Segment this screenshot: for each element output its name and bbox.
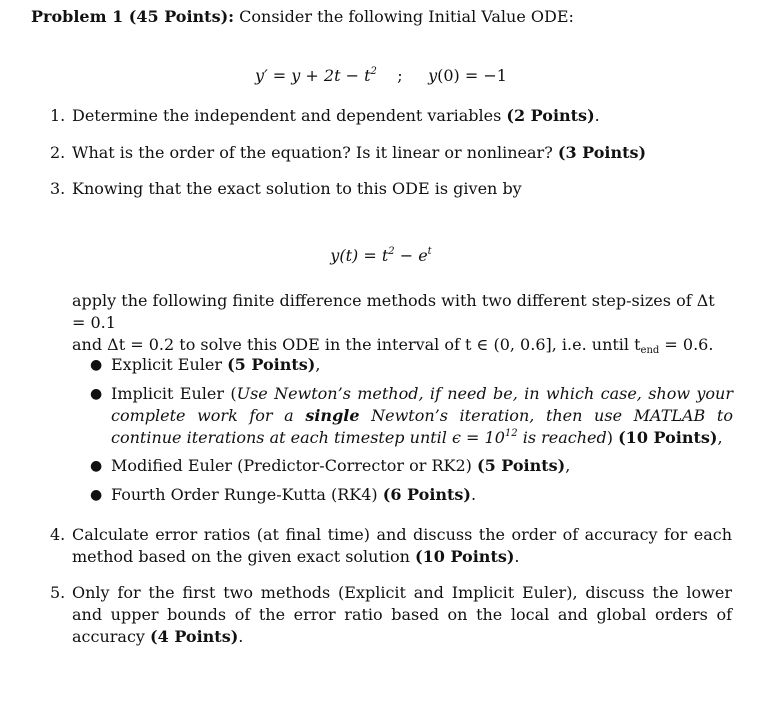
method-name: Implicit Euler (: [111, 384, 237, 403]
method-close: ): [606, 428, 614, 447]
method-name: Explicit Euler: [111, 355, 222, 374]
ode-lhs: y′ = y + 2t − t: [255, 66, 371, 85]
exact-solution-equation: [0, 245, 762, 267]
method-name: Fourth Order Runge-Kutta (RK4): [111, 485, 378, 504]
method-note-c: is reached: [522, 428, 607, 447]
apply-line-2-tail: = 0.6.: [659, 335, 714, 354]
method-tail: ,: [717, 428, 723, 447]
item-points: (4 Points): [150, 627, 239, 646]
item-text: Knowing that the exact solution to this ODE is given by: [72, 179, 522, 198]
method-points: (6 Points): [382, 485, 471, 504]
method-item: [111, 354, 733, 376]
item-text: Calculate error ratios (at final time) and discuss the order of accuracy for each method based on the given exact solution: [72, 525, 732, 566]
item-text: What is the order of the equation? Is it linear or nonlinear?: [72, 143, 553, 162]
list-item: [72, 582, 732, 648]
item-number: 3.: [50, 179, 66, 198]
ode-exponent: 2: [370, 66, 377, 77]
method-item: [111, 455, 733, 477]
method-tail: ,: [565, 456, 571, 475]
solution-exp2: t: [427, 246, 432, 257]
bullet-icon: ●: [90, 386, 103, 402]
epsilon-exponent: 12: [504, 428, 518, 439]
item-number: 4.: [50, 525, 66, 544]
ic-rhs: (0) = −1: [437, 66, 507, 85]
method-name: Modified Euler (Predictor-Corrector or RK2): [111, 456, 472, 475]
item-points: (10 Points): [415, 547, 515, 566]
item-points: (2 Points): [506, 106, 595, 125]
item-points: (3 Points): [557, 143, 647, 162]
method-points: (5 Points): [227, 355, 316, 374]
list-item: [72, 524, 732, 568]
ode-equation: [0, 65, 762, 87]
method-tail: ,: [315, 355, 321, 374]
item-text: Only for the first two methods (Explicit and Implicit Euler), discuss the lower and upper bounds of the error ratio based on the local and global orders of accuracy: [72, 583, 732, 646]
method-tail: .: [471, 485, 477, 504]
ic-lhs: y: [428, 66, 438, 85]
item-tail: .: [594, 106, 600, 125]
item-text: Determine the independent and dependent variables: [72, 106, 502, 125]
t-end-subscript: end: [640, 345, 660, 356]
item-tail: .: [238, 627, 244, 646]
method-item: [111, 383, 733, 449]
solution-mid: − e: [394, 246, 428, 265]
apply-paragraph: [72, 290, 732, 356]
item-number: 5.: [50, 583, 66, 602]
problem-intro: Consider the following Initial Value ODE:: [239, 7, 574, 26]
apply-line-2-text: and Δt = 0.2 to solve this ODE in the interval of t ∈ (0, 0.6], i.e. until t: [72, 335, 641, 354]
apply-line-1: apply the following finite difference methods with two different step-sizes of Δt = 0.1: [72, 291, 715, 332]
method-item: [111, 484, 733, 506]
method-note-b: Newton’s iteration, then use MATLAB to continue iterations at each timestep until ϵ = 10: [111, 406, 733, 447]
item-number: 1.: [50, 106, 66, 125]
item-tail: .: [514, 547, 520, 566]
solution-exp1: 2: [388, 246, 395, 257]
list-item: [72, 105, 600, 127]
apply-line-2: [72, 334, 732, 356]
problem-heading: [31, 6, 574, 28]
method-points: (10 Points): [618, 428, 718, 447]
method-points: (5 Points): [477, 456, 566, 475]
method-note-bold: single: [305, 406, 360, 425]
item-number: 2.: [50, 143, 66, 162]
bullet-icon: ●: [90, 487, 103, 503]
bullet-icon: ●: [90, 458, 103, 474]
problem-title: Problem 1 (45 Points):: [31, 7, 235, 26]
ode-separator: ;: [397, 66, 403, 85]
method-note-a: Use Newton’s method, if need be, in which case, show your complete work for a: [111, 384, 734, 425]
solution-text: y(t) = t: [330, 246, 389, 265]
list-item: [72, 142, 646, 164]
bullet-icon: ●: [90, 357, 103, 373]
list-item: [72, 178, 522, 200]
